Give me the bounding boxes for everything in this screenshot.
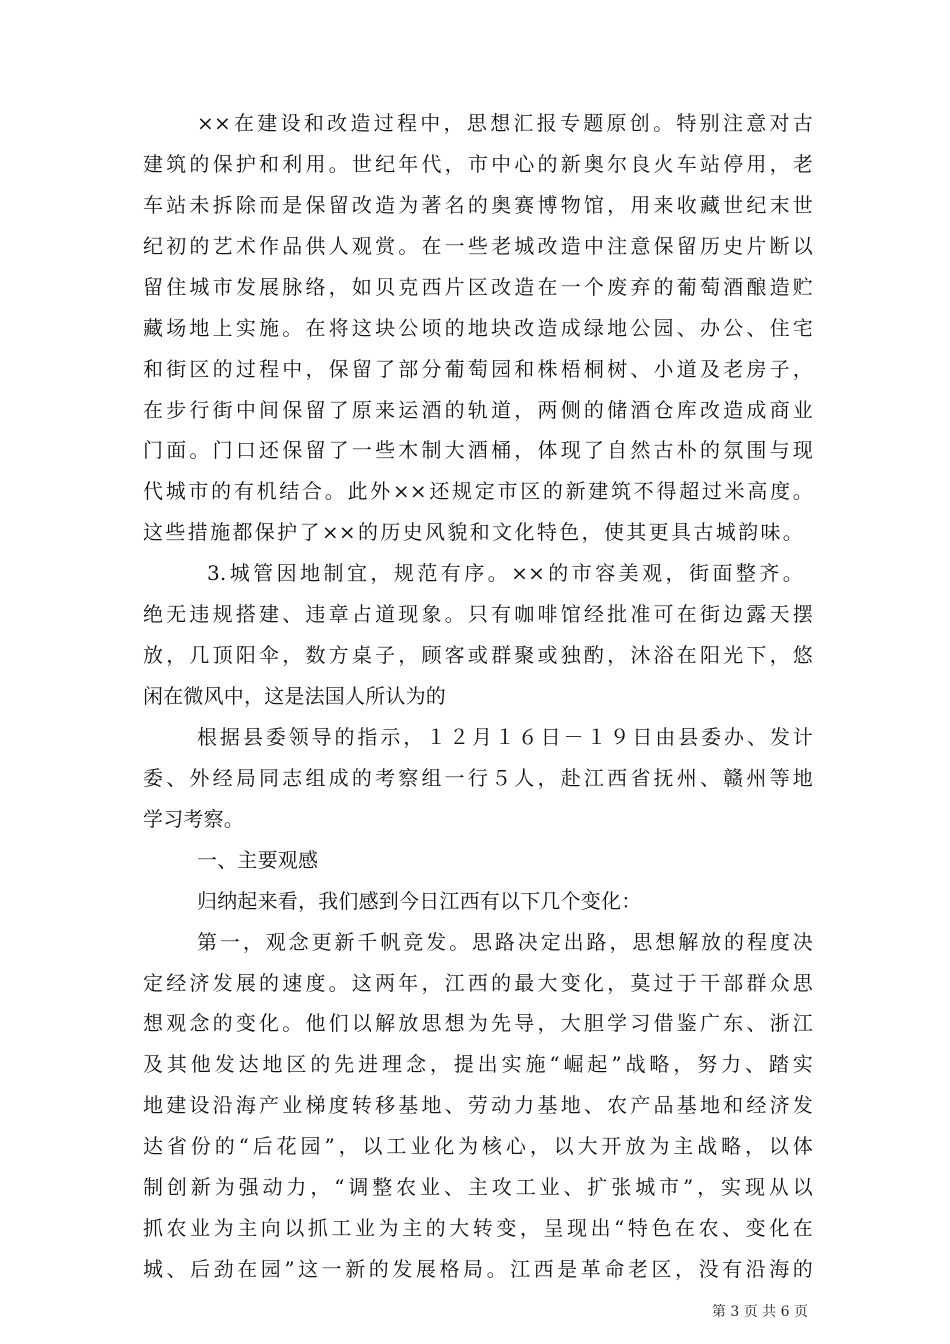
text-line-16: 根据县委领导的指示，１２月１６日－１９日由县委办、发计 (197, 725, 813, 749)
text-line-18: 学习考察。 (143, 807, 244, 831)
text-line-23: 想观念的变化。他们以解放思想为先导，大胆学习借鉴广东、浙江 (143, 1011, 813, 1035)
text-line-14: 放，几顶阳伞，数方桌子，顾客或群聚或独酌，沐浴在阳光下，悠 (143, 643, 813, 667)
text-line-28: 抓农业为主向以抓工业为主的大转变，呈现出“特色在农、变化在 (143, 1216, 813, 1240)
text-line-29: 城、后劲在园”这一新的发展格局。江西是革命老区，没有沿海的 (143, 1257, 813, 1281)
text-line-21: 第一，观念更新千帆竞发。思路决定出路，思想解放的程度决 (197, 930, 813, 954)
text-line-19: 一、主要观感 (197, 848, 319, 872)
text-line-6: 藏场地上实施。在将这块公顷的地块改造成绿地公园、办公、住宅 (143, 316, 813, 340)
text-line-22: 定经济发展的速度。这两年，江西的最大变化，莫过于干部群众思 (143, 971, 813, 995)
text-line-20: 归纳起来看，我们感到今日江西有以下几个变化： (197, 889, 642, 913)
text-line-15: 闲在微风中，这是法国人所认为的 (143, 684, 446, 708)
text-line-9: 门面。门口还保留了一些木制大酒桶，体现了自然古朴的氛围与现 (143, 438, 813, 462)
text-line-26: 达省份的“后花园”，以工业化为核心，以大开放为主战略，以体 (143, 1134, 813, 1158)
text-line-10: 代城市的有机结合。此外××还规定市区的新建筑不得超过米高度。 (143, 479, 813, 503)
text-line-27: 制创新为强动力，“调整农业、主攻工业、扩张城市”，实现从以 (143, 1175, 813, 1199)
text-line-3: 车站未拆除而是保留改造为著名的奥赛博物馆，用来收藏世纪末世 (143, 193, 813, 217)
page-number: 第 3 页 共 6 页 (711, 1304, 808, 1320)
text-line-25: 地建设沿海产业梯度转移基地、劳动力基地、农产品基地和经济发 (143, 1093, 813, 1117)
text-line-4: 纪初的艺术作品供人观赏。在一些老城改造中注意保留历史片断以 (143, 234, 813, 258)
text-line-1: ××在建设和改造过程中，思想汇报专题原创。特别注意对古 (197, 111, 813, 135)
text-line-12: 3.城管因地制宜，规范有序。××的市容美观，街面整齐。 (207, 561, 803, 585)
text-line-7: 和街区的过程中，保留了部分葡萄园和株梧桐树、小道及老房子， (143, 357, 813, 381)
text-line-8: 在步行街中间保留了原来运酒的轨道，两侧的储酒仓库改造成商业 (143, 398, 813, 422)
text-line-17: 委、外经局同志组成的考察组一行５人，赴江西省抚州、赣州等地 (143, 766, 813, 790)
text-line-2: 建筑的保护和利用。世纪年代，市中心的新奥尔良火车站停用，老 (143, 152, 813, 176)
text-line-5: 留住城市发展脉络，如贝克西片区改造在一个废弃的葡萄酒酿造贮 (143, 275, 813, 299)
text-line-11: 这些措施都保护了××的历史风貌和文化特色，使其更具古城韵味。 (143, 520, 803, 544)
text-line-13: 绝无违规搭建、违章占道现象。只有咖啡馆经批准可在街边露天摆 (143, 602, 813, 626)
text-line-24: 及其他发达地区的先进理念，提出实施“崛起”战略，努力、踏实 (143, 1052, 813, 1076)
